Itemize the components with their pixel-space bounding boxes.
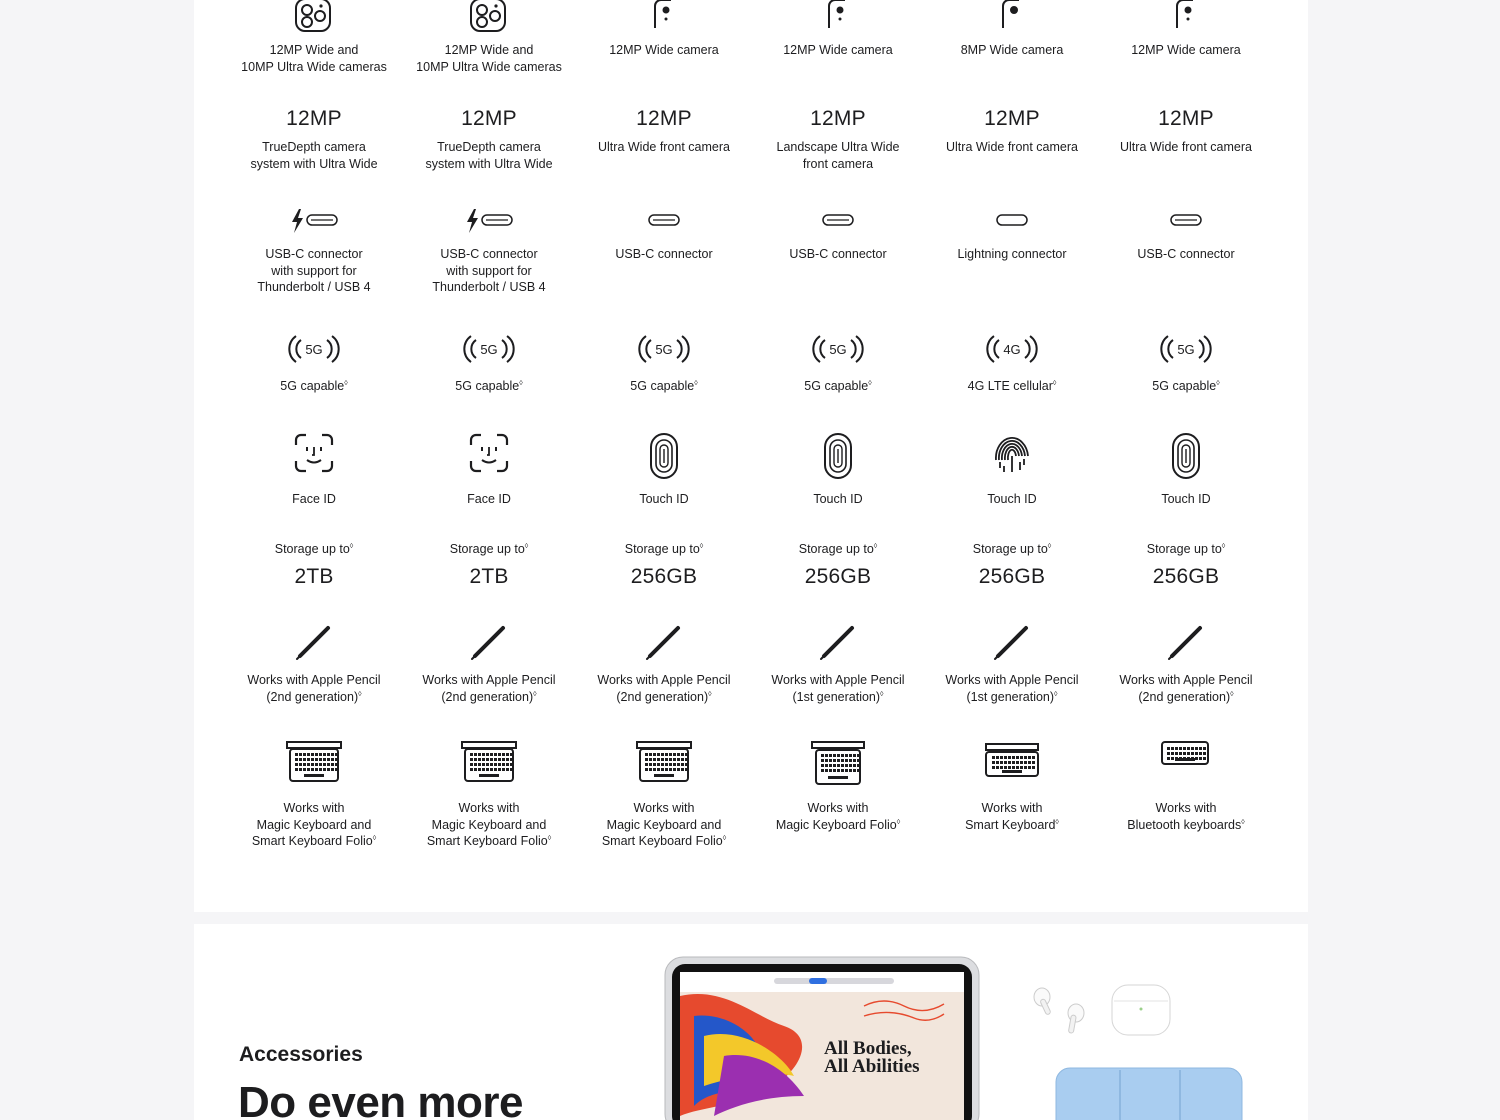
pencil-icon-wrap <box>402 624 576 665</box>
cellular-label: 5G capable◊ <box>455 379 523 393</box>
auth-label: Touch ID <box>639 492 689 506</box>
compare-grid <box>227 0 1273 900</box>
storage-label: Storage up to◊ <box>798 542 878 556</box>
5g-cellular-icon <box>463 332 515 366</box>
apple-pencil-icon <box>818 624 858 660</box>
auth-label: Touch ID <box>987 492 1037 506</box>
cellular-icon-wrap <box>402 332 576 371</box>
footnote-mark: ◊ <box>1047 542 1052 550</box>
compare-column <box>925 0 1099 900</box>
face-id-icon <box>468 432 510 474</box>
footnote-mark: ◊ <box>896 818 901 826</box>
front-camera-mp: 12MP <box>636 107 692 130</box>
airpods-image <box>1024 979 1184 1049</box>
ipad-headline-2: All Abilities <box>824 1056 920 1077</box>
rear-camera-label: 12MP Wide camera <box>1131 43 1241 57</box>
footnote-mark: ◊ <box>1241 818 1245 826</box>
connector-icon-wrap <box>751 208 925 239</box>
footnote-mark: ◊ <box>1221 542 1226 550</box>
apple-pencil-icon <box>294 624 334 660</box>
apple-pencil-icon <box>644 624 684 660</box>
rear-camera-icon <box>651 0 677 30</box>
front-camera-mp: 12MP <box>984 107 1040 130</box>
footnote-mark: ◊ <box>533 690 537 698</box>
footnote-mark: ◊ <box>1216 379 1220 387</box>
pencil-label: Works with Apple Pencil (2nd generation)◊ <box>597 673 731 704</box>
keyboard-label: Works with Magic Keyboard and Smart Keyboard Folio◊ <box>251 801 377 848</box>
rear-camera-icon-wrap <box>227 0 401 37</box>
connector-icon-wrap <box>402 208 576 239</box>
smart-folio-image <box>1054 1066 1244 1120</box>
auth-icon-wrap <box>577 432 751 485</box>
footnote-mark: ◊ <box>1230 690 1234 698</box>
pencil-icon-wrap <box>577 624 751 665</box>
pencil-label: Works with Apple Pencil (2nd generation)◊ <box>422 673 556 704</box>
magic-keyboard-icon <box>285 740 343 784</box>
auth-icon-wrap <box>751 432 925 485</box>
footnote-mark: ◊ <box>349 542 354 550</box>
magic-keyboard-icon <box>460 740 518 784</box>
pencil-icon-wrap <box>751 624 925 665</box>
auth-icon-wrap <box>925 432 1099 481</box>
rear-camera-icon-wrap <box>577 0 751 35</box>
cellular-label: 4G LTE cellular◊ <box>967 379 1057 393</box>
apple-pencil-icon <box>992 624 1032 660</box>
5g-cellular-icon <box>638 332 690 366</box>
pencil-icon-wrap <box>925 624 1099 665</box>
magic-keyboard-icon <box>635 740 693 784</box>
magic-keyboard-folio-icon <box>810 740 866 788</box>
footnote-mark: ◊ <box>722 834 727 842</box>
connector-icon-wrap <box>925 208 1099 239</box>
keyboard-label: Works with Magic Keyboard and Smart Keyboard Folio◊ <box>426 801 552 848</box>
dual-camera-icon <box>469 0 509 32</box>
4g-cellular-icon <box>986 332 1038 366</box>
connector-label: USB-C connector with support for Thunderbolt / USB 4 <box>432 247 546 294</box>
cellular-icon-wrap <box>925 332 1099 371</box>
smart-keyboard-icon <box>984 740 1040 780</box>
touch-id-button-icon <box>823 432 853 480</box>
accessories-section <box>194 924 1308 1120</box>
connector-icon-wrap <box>577 208 751 239</box>
front-camera-mp: 12MP <box>1158 107 1214 130</box>
footnote-mark: ◊ <box>547 834 552 842</box>
keyboard-label: Works with Bluetooth keyboards◊ <box>1127 801 1245 832</box>
footnote-mark: ◊ <box>344 379 348 387</box>
face-id-icon <box>293 432 335 474</box>
cellular-label: 5G capable◊ <box>630 379 698 393</box>
cellular-icon-wrap <box>1099 332 1273 371</box>
footnote-mark: ◊ <box>1052 379 1057 387</box>
footnote-mark: ◊ <box>519 379 523 387</box>
auth-icon-wrap <box>1099 432 1273 485</box>
connector-icon-wrap <box>1099 208 1273 239</box>
front-camera-mp: 12MP <box>286 107 342 130</box>
keyboard-label: Works with Magic Keyboard Folio◊ <box>775 801 901 832</box>
connector-icon-wrap <box>227 208 401 239</box>
thunderbolt-usbc-icon <box>464 208 514 234</box>
footnote-mark: ◊ <box>873 542 878 550</box>
cellular-badge: 4G <box>1003 342 1021 357</box>
apple-pencil-icon <box>469 624 509 660</box>
accessories-title: Do even more <box>238 1078 523 1120</box>
dual-camera-icon <box>294 0 334 32</box>
front-camera-label: TrueDepth camera system with Ultra Wide <box>250 140 378 171</box>
compare-column <box>1099 0 1273 900</box>
pencil-icon-wrap <box>1099 624 1273 665</box>
keyboard-icon-wrap <box>1099 740 1273 773</box>
5g-cellular-icon <box>288 332 340 366</box>
cellular-icon-wrap <box>751 332 925 371</box>
storage-label: Storage up to◊ <box>972 542 1052 556</box>
rear-camera-icon-wrap <box>751 0 925 35</box>
cellular-icon-wrap <box>577 332 751 371</box>
compare-column <box>402 0 576 900</box>
storage-label: Storage up to◊ <box>624 542 704 556</box>
footnote-mark: ◊ <box>868 379 872 387</box>
keyboard-icon-wrap <box>751 740 925 793</box>
cellular-label: 5G capable◊ <box>804 379 872 393</box>
5g-cellular-icon <box>812 332 864 366</box>
footnote-mark: ◊ <box>1055 818 1059 826</box>
footnote-mark: ◊ <box>358 690 362 698</box>
pencil-label: Works with Apple Pencil (1st generation)◊ <box>945 673 1079 704</box>
auth-label: Touch ID <box>813 492 863 506</box>
cellular-badge: 5G <box>1177 342 1195 357</box>
cellular-label: 5G capable◊ <box>280 379 348 393</box>
pencil-label: Works with Apple Pencil (2nd generation)◊ <box>247 673 381 704</box>
footnote-mark: ◊ <box>708 690 712 698</box>
rear-camera-label: 8MP Wide camera <box>960 43 1064 57</box>
auth-label: Touch ID <box>1161 492 1211 506</box>
storage-value: 256GB <box>1152 565 1220 588</box>
keyboard-icon-wrap <box>227 740 401 789</box>
keyboard-icon-wrap <box>402 740 576 789</box>
fingerprint-icon <box>991 432 1033 476</box>
rear-camera-label: 12MP Wide and 10MP Ultra Wide cameras <box>416 43 562 74</box>
storage-value: 256GB <box>804 565 872 588</box>
keyboard-icon-wrap <box>577 740 751 789</box>
rear-camera-icon <box>1173 0 1199 30</box>
apple-pencil-icon <box>1166 624 1206 660</box>
bluetooth-keyboard-icon <box>1160 740 1212 768</box>
storage-label: Storage up to◊ <box>449 542 529 556</box>
front-camera-label: Ultra Wide front camera <box>946 140 1078 154</box>
cellular-badge: 5G <box>829 342 847 357</box>
compare-column <box>577 0 751 900</box>
footnote-mark: ◊ <box>880 690 884 698</box>
rear-camera-icon-wrap <box>1099 0 1273 35</box>
rear-camera-label: 12MP Wide and 10MP Ultra Wide cameras <box>241 43 387 74</box>
keyboard-label: Works with Smart Keyboard◊ <box>965 801 1059 832</box>
front-camera-mp: 12MP <box>461 107 517 130</box>
storage-value: 2TB <box>294 565 334 588</box>
compare-column <box>751 0 925 900</box>
accessories-eyebrow: Accessories <box>239 1043 363 1066</box>
storage-value: 256GB <box>978 565 1046 588</box>
rear-camera-icon-wrap <box>402 0 576 37</box>
touch-id-button-icon <box>1171 432 1201 480</box>
footnote-mark: ◊ <box>524 542 529 550</box>
pencil-label: Works with Apple Pencil (1st generation)◊ <box>771 673 905 704</box>
connector-label: USB-C connector <box>1137 247 1235 261</box>
rear-camera-icon <box>999 0 1025 30</box>
front-camera-mp: 12MP <box>810 107 866 130</box>
rear-camera-label: 12MP Wide camera <box>609 43 719 57</box>
auth-label: Face ID <box>467 492 511 506</box>
storage-value: 2TB <box>469 565 509 588</box>
cellular-badge: 5G <box>480 342 498 357</box>
front-camera-label: TrueDepth camera system with Ultra Wide <box>425 140 553 171</box>
connector-label: Lightning connector <box>957 247 1067 261</box>
ipad-headline-1: All Bodies, <box>824 1038 912 1059</box>
keyboard-icon-wrap <box>925 740 1099 785</box>
usbc-port-icon <box>1169 208 1203 234</box>
front-camera-label: Landscape Ultra Wide front camera <box>776 140 900 171</box>
usbc-port-icon <box>821 208 855 234</box>
touch-id-button-icon <box>649 432 679 480</box>
connector-label: USB-C connector <box>615 247 713 261</box>
cellular-badge: 5G <box>655 342 673 357</box>
connector-label: USB-C connector <box>789 247 887 261</box>
rear-camera-icon-wrap <box>925 0 1099 35</box>
rear-camera-icon <box>825 0 851 30</box>
footnote-mark: ◊ <box>1054 690 1058 698</box>
auth-icon-wrap <box>227 432 401 479</box>
cellular-label: 5G capable◊ <box>1152 379 1220 393</box>
storage-label: Storage up to◊ <box>1146 542 1226 556</box>
lightning-port-icon <box>995 208 1029 234</box>
5g-cellular-icon <box>1160 332 1212 366</box>
front-camera-label: Ultra Wide front camera <box>1120 140 1252 154</box>
usbc-port-icon <box>647 208 681 234</box>
pencil-icon-wrap <box>227 624 401 665</box>
pencil-label: Works with Apple Pencil (2nd generation)◊ <box>1119 673 1253 704</box>
cellular-icon-wrap <box>227 332 401 371</box>
rear-camera-label: 12MP Wide camera <box>783 43 893 57</box>
thunderbolt-usbc-icon <box>289 208 339 234</box>
footnote-mark: ◊ <box>694 379 698 387</box>
ipad-image <box>664 956 980 1120</box>
footnote-mark: ◊ <box>372 834 377 842</box>
front-camera-label: Ultra Wide front camera <box>598 140 730 154</box>
footnote-mark: ◊ <box>699 542 704 550</box>
storage-value: 256GB <box>630 565 698 588</box>
compare-column <box>227 0 401 900</box>
auth-icon-wrap <box>402 432 576 479</box>
keyboard-label: Works with Magic Keyboard and Smart Keyboard Folio◊ <box>601 801 727 848</box>
storage-label: Storage up to◊ <box>274 542 354 556</box>
connector-label: USB-C connector with support for Thunderbolt / USB 4 <box>257 247 371 294</box>
cellular-badge: 5G <box>305 342 323 357</box>
auth-label: Face ID <box>292 492 336 506</box>
